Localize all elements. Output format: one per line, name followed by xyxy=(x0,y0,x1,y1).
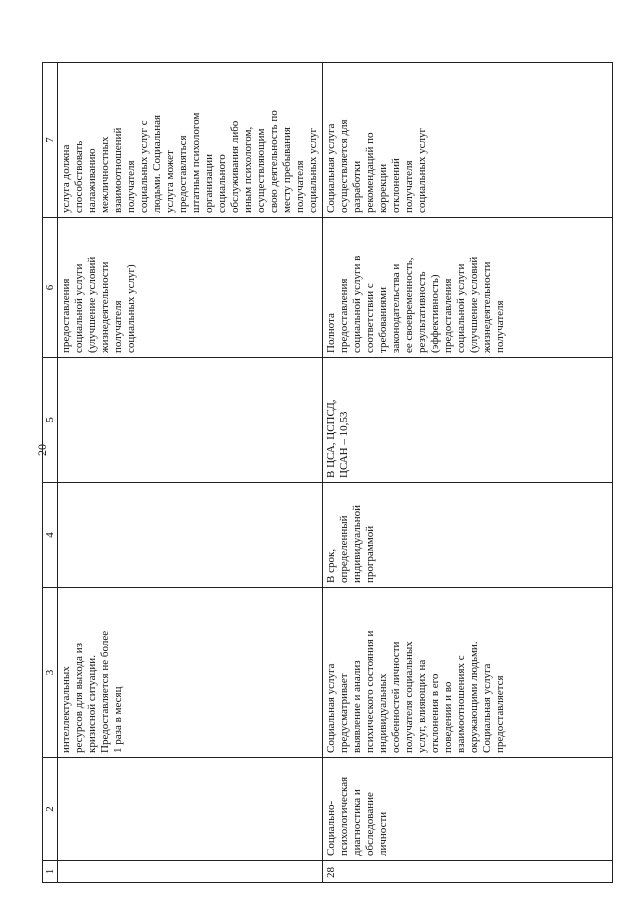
quality-indicators-cell: Полнота предоставления социальной услуги в соответствии с требованиями законодательства и ее своевременность, результативность (эффективность) предоставления социальной услуги (улучшение условий жизнедеятельности получателя xyxy=(323,218,613,358)
quality-indicators-cell: предоставления социальной услуги (улучшение условий жизнедеятельности получателя социальных услуг) xyxy=(58,218,323,358)
header-cell-3: 3 xyxy=(43,588,58,758)
rotated-table-container xyxy=(42,63,597,883)
service-name-cell xyxy=(58,758,323,861)
conditions-cell: Социальная услуга осуществляется для разработки рекомендаций по коррекции отклонений получателя социальных услуг xyxy=(323,63,613,218)
service-term-cell xyxy=(58,483,323,588)
header-cell-4: 4 xyxy=(43,483,58,588)
service-description-cell: Социальная услуга предусматривает выявление и анализ психического состояния и индивидуальных особенностей личности получателя социальных услуг, влияющих на отклонения в его поведении и во взаимоотношениях с окружающими людьми. Социальная услуга предоставляется xyxy=(323,588,613,758)
service-rate-cell: В ЦСА, ЦСПСД, ЦСАН – 10,53 xyxy=(323,358,613,483)
header-cell-6: 6 xyxy=(43,218,58,358)
service-name-cell: Социально- психологическая диагностика и обследование личности xyxy=(323,758,613,861)
table-row xyxy=(58,63,323,883)
row-number-cell: 28 xyxy=(323,861,613,883)
page-number: 20 xyxy=(35,444,49,456)
conditions-cell: услуга должна способствовать налаживанию межличностных взаимоотношений получателя социальных услуг с людьми. Социальная услуга может предоставляться штатным психологом организации социального обслуживания либо иным психологом, осуществляющим свою деятельность по месту пребывания получателя социальных услуг xyxy=(58,63,323,218)
row-number-cell xyxy=(58,861,323,883)
header-cell-2: 2 xyxy=(43,758,58,861)
service-description-cell: интеллектуальных ресурсов для выхода из кризисной ситуации. Предоставляется не более 1 раза в месяц xyxy=(58,588,323,758)
services-table xyxy=(42,62,613,883)
header-cell-7: 7 xyxy=(43,63,58,218)
service-rate-cell xyxy=(58,358,323,483)
header-cell-5: 5 xyxy=(43,358,58,483)
header-cell-1: 1 xyxy=(43,861,58,883)
table-row xyxy=(323,63,613,883)
service-term-cell: В срок, определенный индивидуальной программой xyxy=(323,483,613,588)
header-row xyxy=(43,63,58,883)
